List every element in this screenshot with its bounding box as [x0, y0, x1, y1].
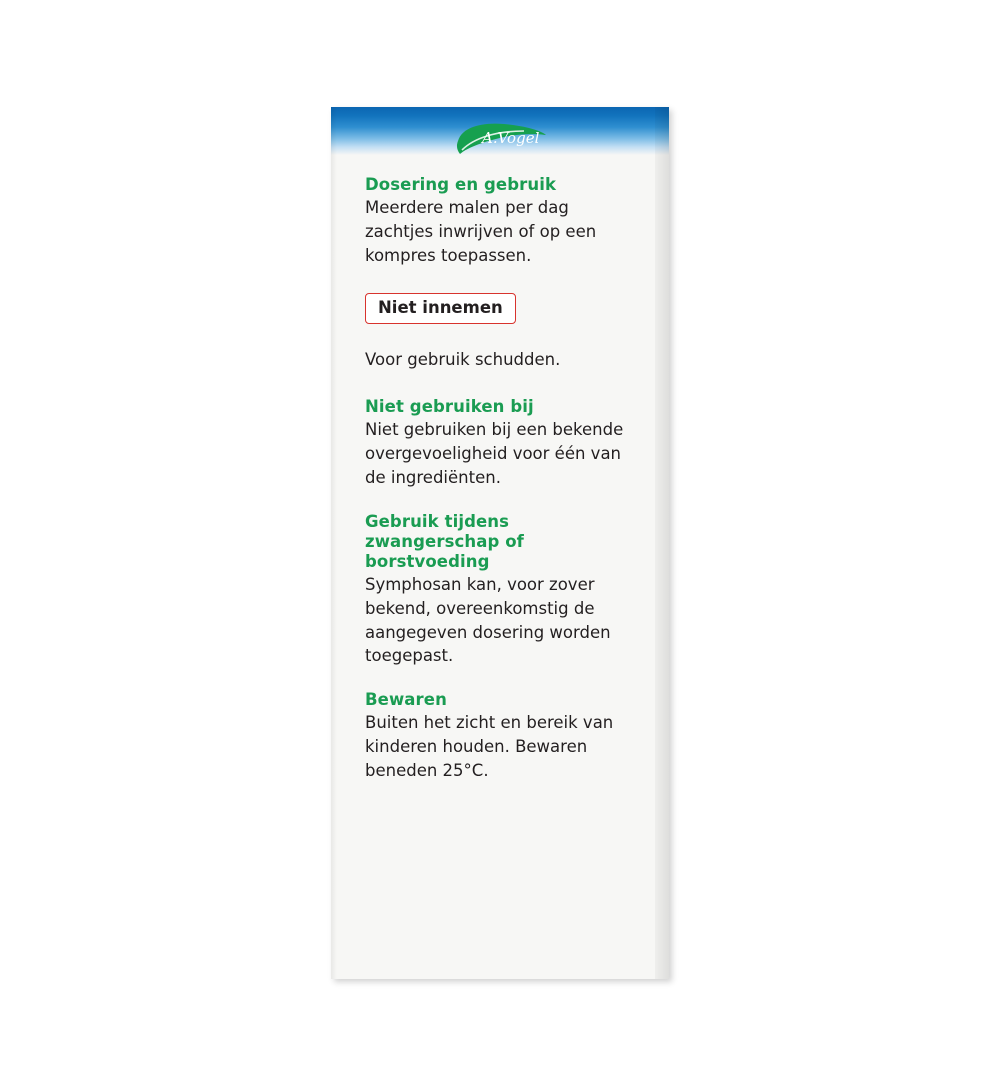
- section-title-zwangerschap: Gebruik tijdens zwangerschap of borstvoeding: [365, 511, 524, 571]
- svg-text:A.Vogel: A.Vogel: [482, 129, 540, 147]
- section-body-zwangerschap: Symphosan kan, voor zover bekend, overeenkomstig de aangegeven dosering worden toegepast.: [365, 575, 611, 666]
- brand-logo: [331, 121, 669, 157]
- section-niet-gebruiken-bij: [365, 397, 641, 489]
- section-body-niet-gebruiken-bij: Niet gebruiken bij een bekende overgevoeligheid voor één van de ingrediënten.: [365, 420, 624, 487]
- section-bewaren: [365, 690, 641, 782]
- package-left-fold-shadow: [331, 107, 337, 979]
- package-text-content: [365, 175, 641, 804]
- section-title-bewaren: Bewaren: [365, 690, 447, 710]
- package-right-fold-shadow: [655, 107, 669, 979]
- section-body-bewaren: Buiten het zicht en bereik van kinderen houden. Bewaren beneden 25°C.: [365, 713, 614, 780]
- section-zwangerschap: [365, 512, 641, 668]
- section-title-dosering: Dosering en gebruik: [365, 175, 557, 194]
- shake-before-use-note: Voor gebruik schudden.: [365, 349, 561, 369]
- section-title-niet-gebruiken-bij: Niet gebruiken bij: [365, 397, 534, 417]
- warning-box-do-not-ingest: [365, 293, 516, 323]
- warning-box-label: Niet innemen: [378, 298, 503, 318]
- product-package-panel: [331, 107, 669, 979]
- section-dosering: [365, 175, 641, 267]
- section-body-dosering: Meerdere malen per dag zachtjes inwrijven of op een kompres toepassen.: [365, 198, 597, 265]
